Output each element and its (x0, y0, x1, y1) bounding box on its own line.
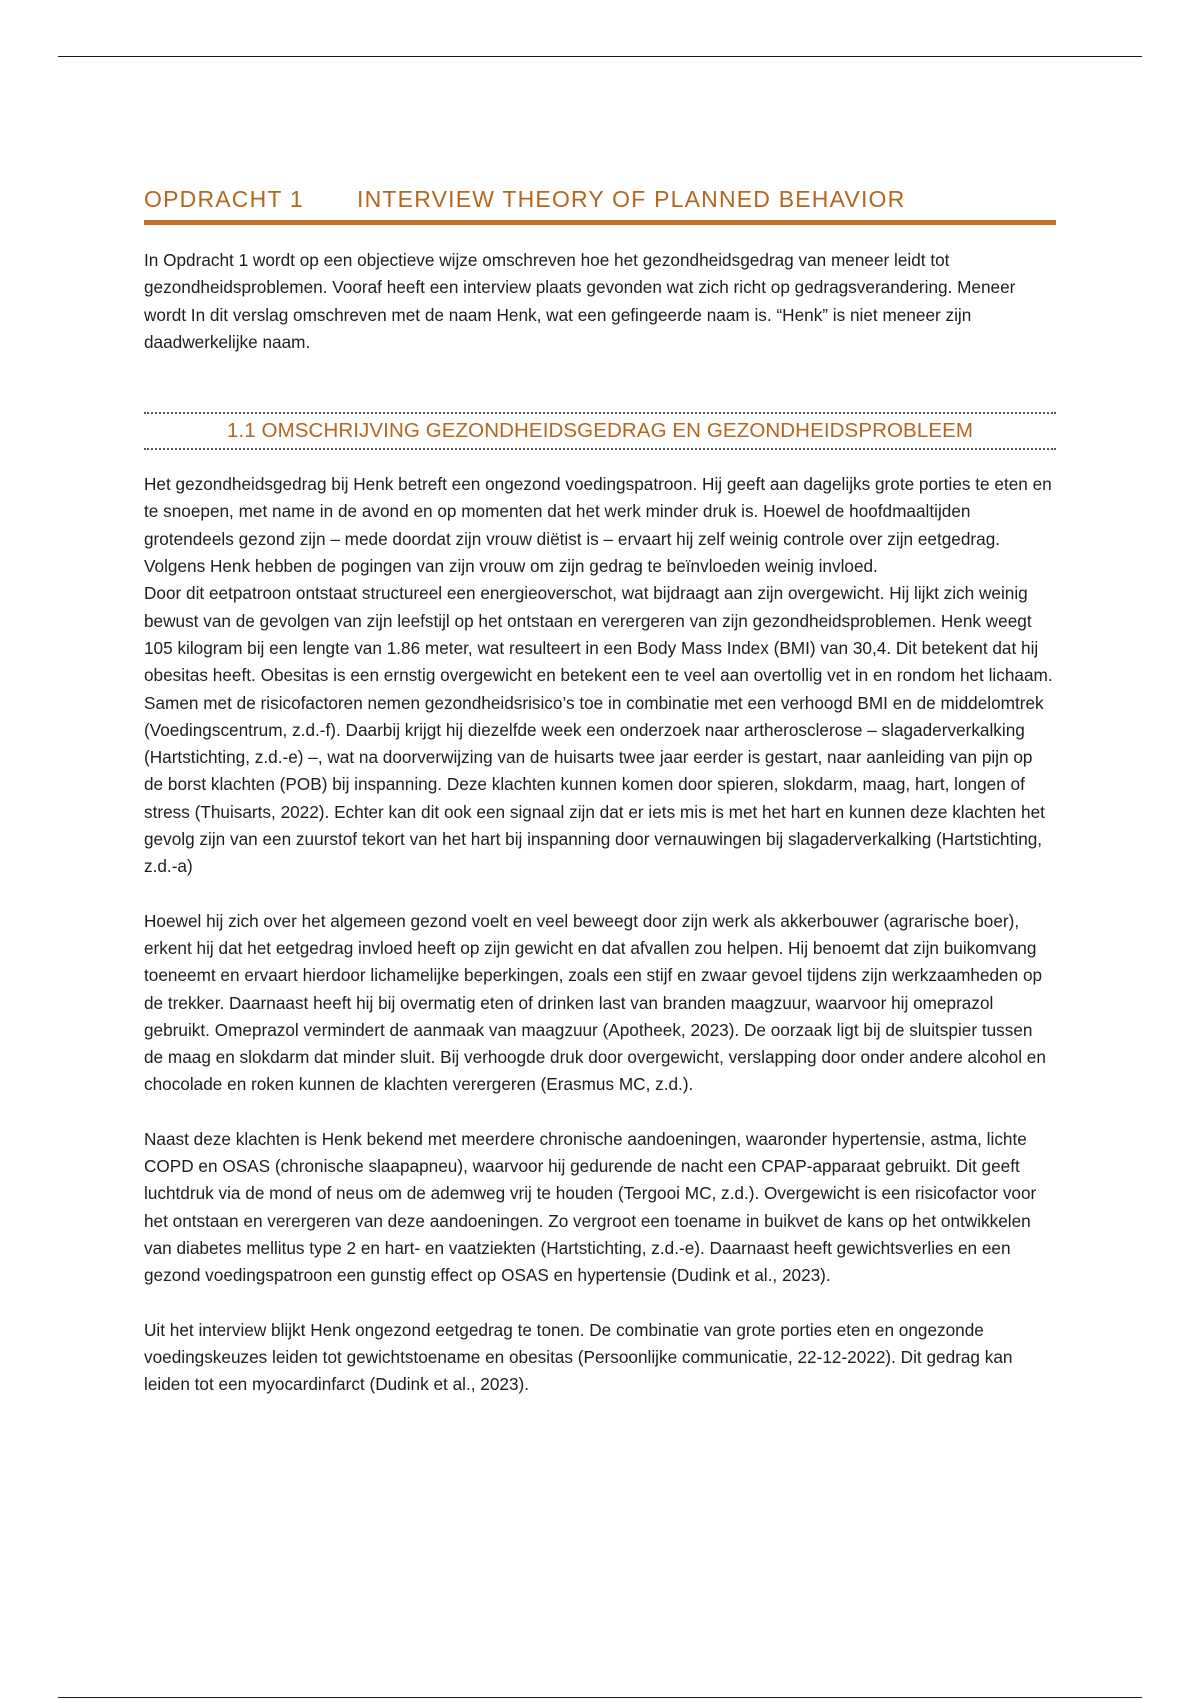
body-paragraph: Het gezondheidsgedrag bij Henk betreft een ongezond voedingspatroon. Hij geeft aan dagelijks grote porties te eten en te snoepen, met name in de avond en op momenten dat het werk minder druk is. Hoewel de hoofdmaaltijden grotendeels gezond zijn – mede doordat zijn vrouw diëtist is – ervaart hij zelf weinig controle over zijn eetgedrag. Volgens Henk hebben de pogingen van zijn vrouw om zijn gedrag te beïnvloeden weinig invloed. (144, 474, 1052, 577)
body-paragraph: Uit het interview blijkt Henk ongezond eetgedrag te tonen. De combinatie van grote porties eten en ongezonde voedingskeuzes leiden tot gewichtstoename en obesitas (Persoonlijke communicatie, 22-12-2022). Dit gedrag kan leiden tot een myocardinfarct (Dudink et al., 2023). (144, 1319, 1013, 1395)
section-heading: 1.1 OMSCHRIJVING GEZONDHEIDSGEDRAG EN GEZONDHEIDSPROBLEEM (144, 412, 1056, 450)
chapter-heading (144, 186, 1056, 225)
page-header-rule (58, 56, 1142, 57)
intro-paragraph: In Opdracht 1 wordt op een objectieve wijze omschreven hoe het gezondheidsgedrag van meneer leidt tot gezondheidsproblemen. Vooraf heeft een interview plaats gevonden wat zich richt op gedragsverandering. Meneer wordt In dit verslag omschreven met de naam Henk, wat een gefingeerde naam is. “Henk” is niet meneer zijn daadwerkelijke naam. (144, 250, 1016, 352)
body-paragraph: Naast deze klachten is Henk bekend met meerdere chronische aandoeningen, waaronder hypertensie, astma, lichte COPD en OSAS (chronische slaapapneu), waarvoor hij gedurende de nacht een CPAP-apparaat gebruikt. Dit geeft luchtdruk via de mond of neus om de ademweg vrij te houden (Tergooi MC, z.d.). Overgewicht is een risicofactor voor het ontstaan en verergeren van deze aandoeningen. Zo vergroot een toename in buikvet de kans op het ontwikkelen van diabetes mellitus type 2 en hart- en vaatziekten (Hartstichting, z.d.-e). Daarnaast heeft gewichtsverlies en een gezond voedingspatroon een gunstig effect op OSAS en hypertensie (Dudink et al., 2023). (144, 1128, 1037, 1286)
document-body (144, 186, 1056, 1398)
chapter-number: OPDRACHT 1 (144, 186, 304, 212)
page-footer-rule (58, 1697, 1142, 1698)
body-paragraph: Door dit eetpatroon ontstaat structureel een energieoverschot, wat bijdraagt aan zijn overgewicht. Hij lijkt zich weinig bewust van de gevolgen van zijn leefstijl op het ontstaan en verergeren van zijn gezondheidsproblemen. Henk weegt 105 kilogram bij een lengte van 1.86 meter, wat resulteert in een Body Mass Index (BMI) van 30,4. Dit betekent dat hij obesitas heeft. Obesitas is een ernstig overgewicht en betekent een te veel aan overtollig vet in en rondom het lichaam. Samen met de risicofactoren nemen gezondheidsrisico’s toe in combinatie met een verhoogd BMI en de middelomtrek (Voedingscentrum, z.d.-f). Daarbij krijgt hij diezelfde week een onderzoek naar artherosclerose – slagaderverkalking (Hartstichting, z.d.-e) –, wat na doorverwijzing van de huisarts twee jaar eerder is gestart, naar aanleiding van pijn op de borst klachten (POB) bij inspanning. Deze klachten kunnen komen door spieren, slokdarm, maag, hart, longen of stress (Thuisarts, 2022). Echter kan dit ook een signaal zijn dat er iets mis is met het hart en kunnen deze klachten het gevolg zijn van een zuurstof tekort van het hart bij inspanning door vernauwingen bij slagaderverkalking (Hartstichting, z.d.-a) (144, 583, 1053, 877)
body-paragraph: Hoewel hij zich over het algemeen gezond voelt en veel beweegt door zijn werk als akkerbouwer (agrarische boer), erkent hij dat het eetgedrag invloed heeft op zijn gewicht en dat afvallen zou helpen. Hij benoemt dat zijn buikomvang toeneemt en ervaart hierdoor lichamelijke beperkingen, zoals een stijf en zwaar gevoel tijdens zijn werkzaamheden op de trekker. Daarnaast heeft hij bij overmatig eten of drinken last van branden maagzuur, waarvoor hij omeprazol gebruikt. Omeprazol vermindert de aanmaak van maagzuur (Apotheek, 2023). De oorzaak ligt bij de sluitspier tussen de maag en slokdarm dat minder sluit. Bij verhoogde druk door overgewicht, verslapping door onder andere alcohol en chocolade en roken kunnen de klachten verergeren (Erasmus MC, z.d.). (144, 910, 1046, 1095)
chapter-title: INTERVIEW THEORY OF PLANNED BEHAVIOR (357, 186, 906, 212)
section-body (144, 471, 1056, 1398)
